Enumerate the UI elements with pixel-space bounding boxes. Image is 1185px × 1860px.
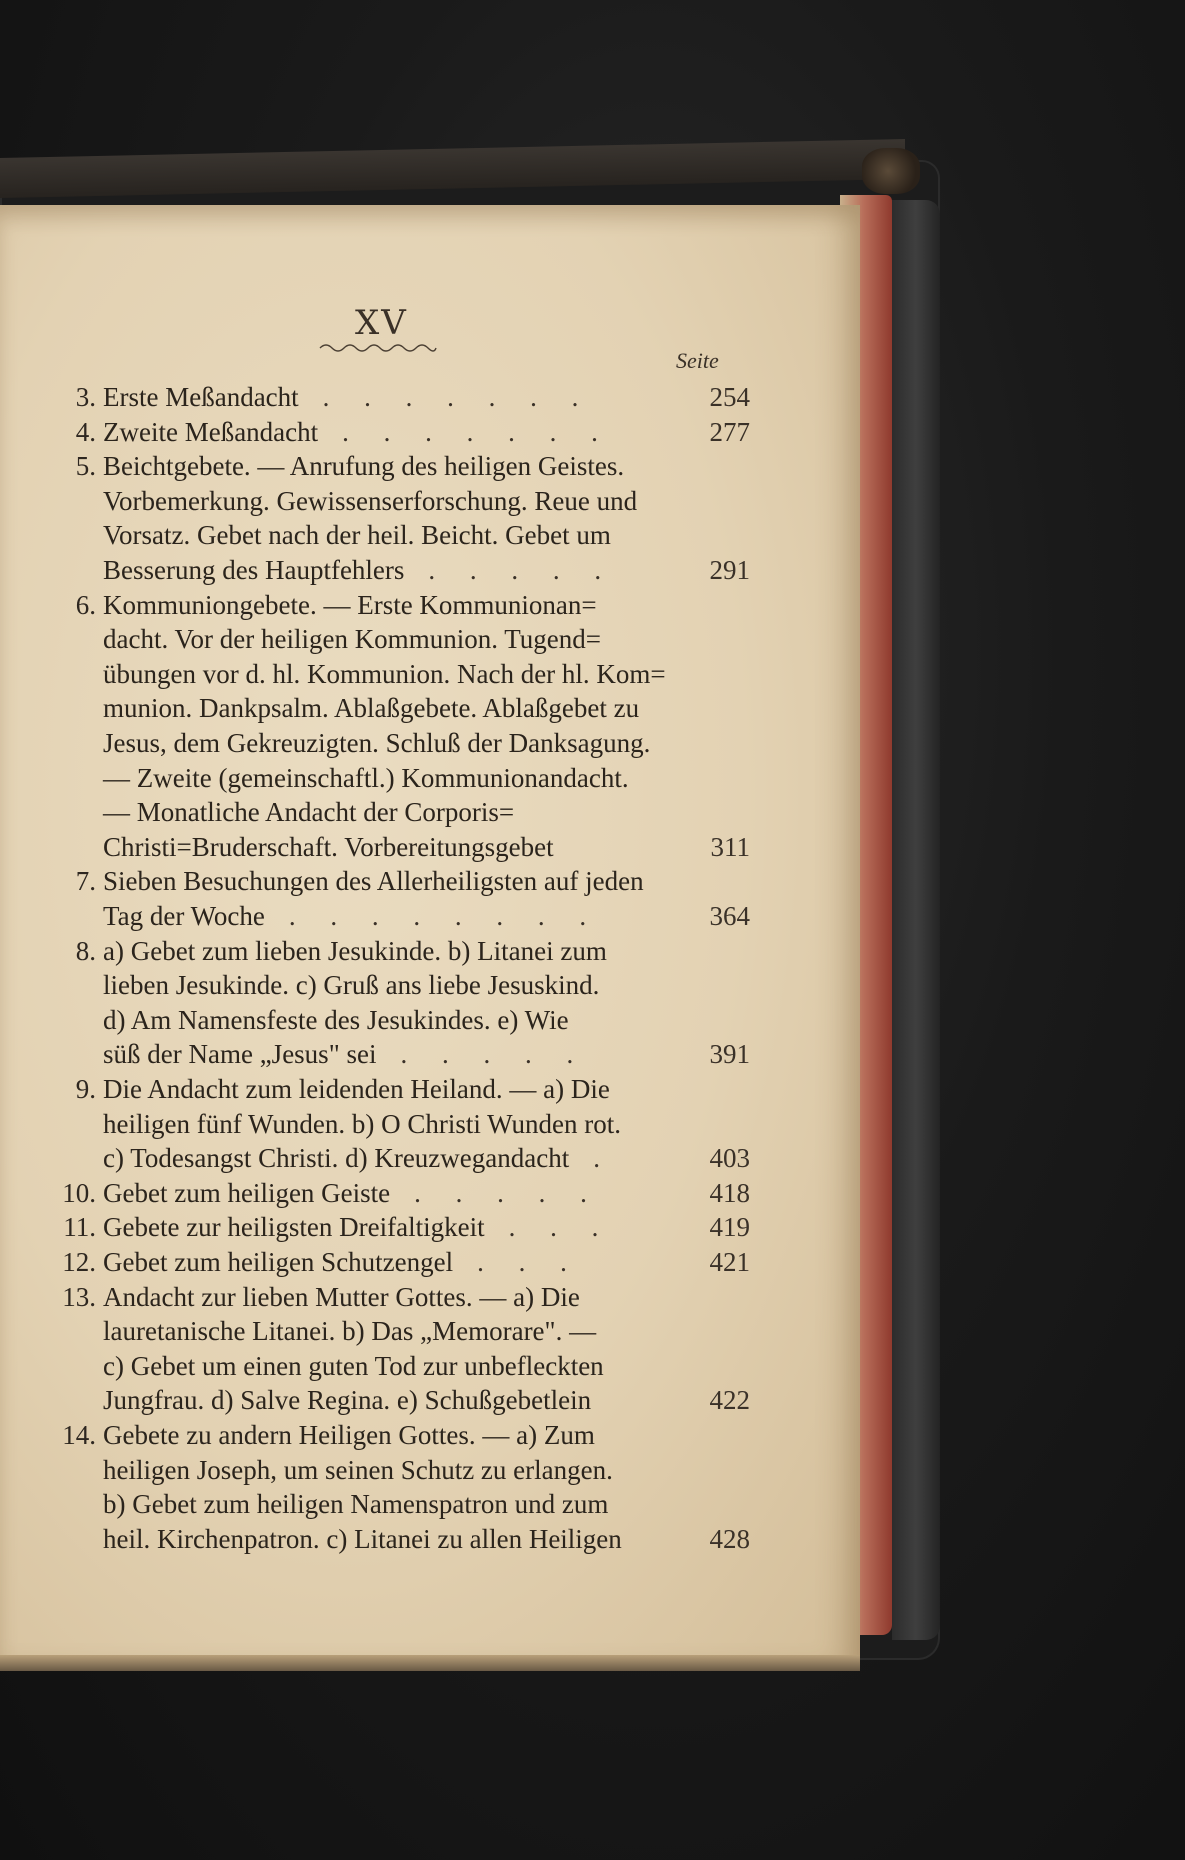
dot-leaders: . . . bbox=[477, 1247, 581, 1277]
column-header-seite: Seite bbox=[676, 348, 719, 373]
toc-line bbox=[0, 1107, 860, 1141]
toc-line bbox=[0, 1349, 860, 1383]
toc-line bbox=[0, 657, 860, 691]
entry-text: Christi=Bruderschaft. Vorbereitungsgebet bbox=[103, 831, 554, 862]
page-ref: 403 bbox=[709, 1143, 750, 1174]
toc-line bbox=[0, 1314, 860, 1348]
page-ref: 254 bbox=[709, 382, 750, 412]
toc-line bbox=[0, 1037, 860, 1071]
page-ref: 419 bbox=[709, 1212, 750, 1243]
page-ref: 277 bbox=[709, 416, 750, 447]
toc-line bbox=[0, 1176, 860, 1210]
toc-line bbox=[0, 380, 860, 414]
toc-line bbox=[0, 726, 860, 760]
toc-line bbox=[0, 415, 860, 449]
entry-text: übungen vor d. hl. Kommunion. Nach der hl. Kom= bbox=[103, 658, 666, 689]
entry-number: 8. bbox=[75, 935, 96, 966]
dot-leaders: . bbox=[593, 1143, 614, 1174]
entry-number: 12. bbox=[62, 1247, 96, 1277]
toc-line bbox=[0, 830, 860, 864]
entry-text: Vorbemerkung. Gewissenserforschung. Reue und bbox=[103, 485, 638, 516]
toc-line bbox=[0, 553, 860, 587]
entry-text: lieben Jesukinde. c) Gruß ans liebe Jesuskind. bbox=[103, 970, 600, 1001]
toc-line bbox=[0, 968, 860, 1002]
book-cover-side bbox=[892, 200, 940, 1640]
toc-line bbox=[0, 1453, 860, 1487]
page-ref: 291 bbox=[709, 555, 750, 585]
table-of-contents bbox=[0, 205, 860, 1670]
entry-number: 4. bbox=[75, 416, 96, 447]
toc-line bbox=[0, 761, 860, 795]
entry-text: Gebet zum heiligen Schutzengel bbox=[103, 1247, 454, 1277]
entry-text: heiligen fünf Wunden. b) O Christi Wunden rot. bbox=[103, 1108, 621, 1139]
page-ref: 422 bbox=[709, 1385, 750, 1416]
entry-text: — Monatliche Andacht der Corporis= bbox=[103, 797, 515, 828]
entry-text: Gebet zum heiligen Geiste bbox=[103, 1177, 391, 1208]
toc-line bbox=[0, 1210, 860, 1244]
entry-text: heil. Kirchenpatron. c) Litanei zu allen Heiligen bbox=[103, 1523, 622, 1554]
toc-line bbox=[0, 934, 860, 968]
toc-line bbox=[0, 899, 860, 933]
page-ref: 418 bbox=[709, 1177, 750, 1208]
toc-line bbox=[0, 1141, 860, 1175]
toc-line bbox=[0, 1487, 860, 1521]
dot-leaders: . . . bbox=[508, 1212, 613, 1243]
entry-text: süß der Name „Jesus" sei bbox=[103, 1039, 377, 1070]
entry-number: 11. bbox=[63, 1212, 96, 1243]
entry-text: dacht. Vor der heiligen Kommunion. Tugend= bbox=[103, 624, 601, 655]
toc-line bbox=[0, 795, 860, 829]
entry-text: heiligen Joseph, um seinen Schutz zu erlangen. bbox=[103, 1454, 613, 1485]
entry-text: lauretanische Litanei. b) Das „Memorare". — bbox=[103, 1316, 597, 1347]
entry-text: Die Andacht zum leidenden Heiland. — a) Die bbox=[103, 1074, 610, 1104]
entry-text: a) Gebet zum lieben Jesukinde. b) Litanei zum bbox=[103, 935, 607, 966]
cover-corner bbox=[862, 148, 920, 194]
page-ref: 311 bbox=[710, 831, 750, 862]
page-ref: 428 bbox=[709, 1523, 750, 1554]
dot-leaders: . . . . . bbox=[414, 1177, 601, 1208]
dot-leaders: . . . . . . . bbox=[342, 416, 612, 447]
entry-text: c) Todesangst Christi. d) Kreuzwegandacht bbox=[103, 1143, 570, 1174]
entry-text: munion. Dankpsalm. Ablaßgebete. Ablaßgebet zu bbox=[103, 693, 640, 724]
dot-leaders: . . . . . bbox=[400, 1039, 588, 1070]
entry-text: b) Gebet zum heiligen Namenspatron und zum bbox=[103, 1489, 609, 1520]
toc-line bbox=[0, 622, 860, 656]
entry-number: 14. bbox=[62, 1420, 96, 1450]
toc-line bbox=[0, 1418, 860, 1452]
toc-line bbox=[0, 588, 860, 622]
dot-leaders: . . . . . . . . bbox=[288, 901, 601, 931]
toc-line bbox=[0, 449, 860, 483]
entry-text: Besserung des Hauptfehlers bbox=[103, 555, 405, 585]
entry-text: Jesus, dem Gekreuzigten. Schluß der Danksagung. bbox=[103, 728, 651, 758]
entry-text: c) Gebet um einen guten Tod zur unbefleckten bbox=[103, 1350, 604, 1381]
entry-number: 13. bbox=[62, 1281, 96, 1312]
entry-text: Erste Meßandacht bbox=[103, 382, 299, 412]
toc-line bbox=[0, 864, 860, 898]
entry-text: Vorsatz. Gebet nach der heil. Beicht. Gebet um bbox=[103, 520, 611, 551]
entry-text: Zweite Meßandacht bbox=[103, 416, 319, 447]
entry-number: 7. bbox=[75, 866, 96, 897]
entry-text: Beichtgebete. — Anrufung des heiligen Geistes. bbox=[103, 451, 625, 482]
page-ref: 391 bbox=[709, 1039, 750, 1070]
entry-text: — Zweite (gemeinschaftl.) Kommunionandacht. bbox=[103, 762, 629, 793]
ornament-rule bbox=[318, 340, 438, 354]
entry-text: Gebete zur heiligsten Dreifaltigkeit bbox=[103, 1212, 485, 1243]
toc-line bbox=[0, 484, 860, 518]
entry-number: 5. bbox=[75, 451, 96, 482]
toc-line bbox=[0, 1072, 860, 1106]
page-ref: 421 bbox=[709, 1247, 750, 1277]
entry-number: 10. bbox=[62, 1177, 96, 1208]
entry-text: Sieben Besuchungen des Allerheiligsten auf jeden bbox=[103, 866, 644, 897]
entry-number: 6. bbox=[75, 589, 96, 620]
toc-line bbox=[0, 1522, 860, 1556]
dot-leaders: . . . . . . . bbox=[322, 382, 593, 412]
toc-line bbox=[0, 1383, 860, 1417]
entry-text: Kommuniongebete. — Erste Kommunionan= bbox=[103, 589, 597, 620]
page-number: XV bbox=[355, 303, 408, 343]
entry-text: Gebete zu andern Heiligen Gottes. — a) Zum bbox=[103, 1420, 595, 1450]
entry-text: Andacht zur lieben Mutter Gottes. — a) Die bbox=[103, 1281, 580, 1312]
entry-number: 3. bbox=[75, 382, 96, 412]
entry-text: Jungfrau. d) Salve Regina. e) Schußgebetlein bbox=[103, 1385, 592, 1416]
entry-text: Tag der Woche bbox=[103, 901, 265, 931]
dot-leaders: . . . . . bbox=[428, 555, 616, 585]
toc-line bbox=[0, 1280, 860, 1314]
toc-line bbox=[0, 518, 860, 552]
page-ref: 364 bbox=[709, 901, 750, 931]
toc-line bbox=[0, 1003, 860, 1037]
toc-line bbox=[0, 1245, 860, 1279]
entry-text: d) Am Namensfeste des Jesukindes. e) Wie bbox=[103, 1004, 569, 1035]
toc-line bbox=[0, 691, 860, 725]
entry-number: 9. bbox=[75, 1074, 96, 1104]
